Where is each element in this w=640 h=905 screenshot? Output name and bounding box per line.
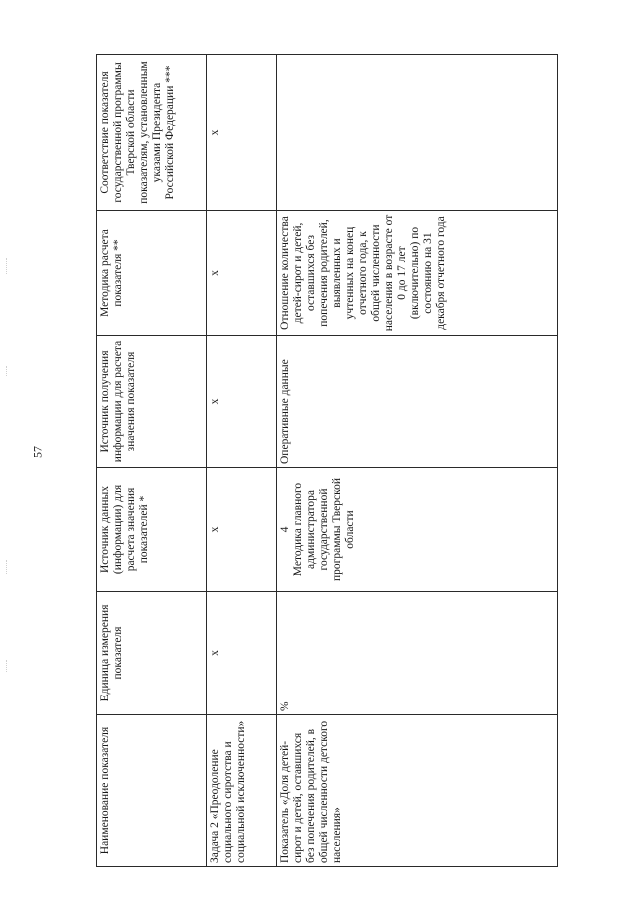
row-task-data-source: х (207, 468, 277, 592)
scan-artifact (6, 560, 8, 574)
row-task-name: Задача 2 «Преодоление социального сиротства и социальной исключенности» (207, 715, 277, 867)
row-indicator-method: Отношение количества детей-сирот и детей, оставшихся без попечения родителей, выявленных и учтенных на конец отчетного года, к общей численности населения в возрасте от 0 до 17 лет (включительно) по состоянию на 31 декабря отчетного года (277, 211, 558, 336)
table-row (277, 55, 558, 867)
header-calculation-method: Методика расчета показателя ** (97, 211, 207, 336)
header-unit: Единица измерения показателя (97, 592, 207, 715)
header-data-source: Источник данных (информации) для расчета значения показателей * (97, 468, 207, 592)
data-source-number: 4 (279, 526, 291, 533)
row-task-info-source: х (207, 336, 277, 468)
row-indicator-compliance (277, 55, 558, 211)
page-number: 57 (30, 446, 45, 458)
scan-artifact (6, 660, 8, 672)
row-indicator-name: Показатель «Доля детей-сирот и детей, оставшихся без попечения родителей, в общей численности детского населения» (277, 715, 558, 867)
row-indicator-info-source: Оперативные данные (277, 336, 558, 468)
row-task-method: х (207, 211, 277, 336)
scan-artifact (6, 258, 8, 274)
row-indicator-data-source (277, 468, 558, 592)
row-task-unit: х (207, 592, 277, 715)
row-indicator-unit: % (277, 592, 558, 715)
indicators-table (96, 54, 558, 867)
scan-artifact (6, 366, 8, 376)
table-header-row (97, 55, 207, 867)
header-indicator-name: Наименование показателя (97, 715, 207, 867)
header-info-source: Источник получения информации для расчета значения показателя (97, 336, 207, 468)
data-source-text: Методика главного администратора государственной программы Тверской области (291, 477, 356, 582)
header-presidential-compliance: Соответствие показателя государственной программы Тверской области показателям, установленным указами Президента Российской Федерации *** (97, 55, 207, 211)
row-task-compliance: х (207, 55, 277, 211)
table-row (207, 55, 277, 867)
rotated-page-content (96, 55, 558, 867)
